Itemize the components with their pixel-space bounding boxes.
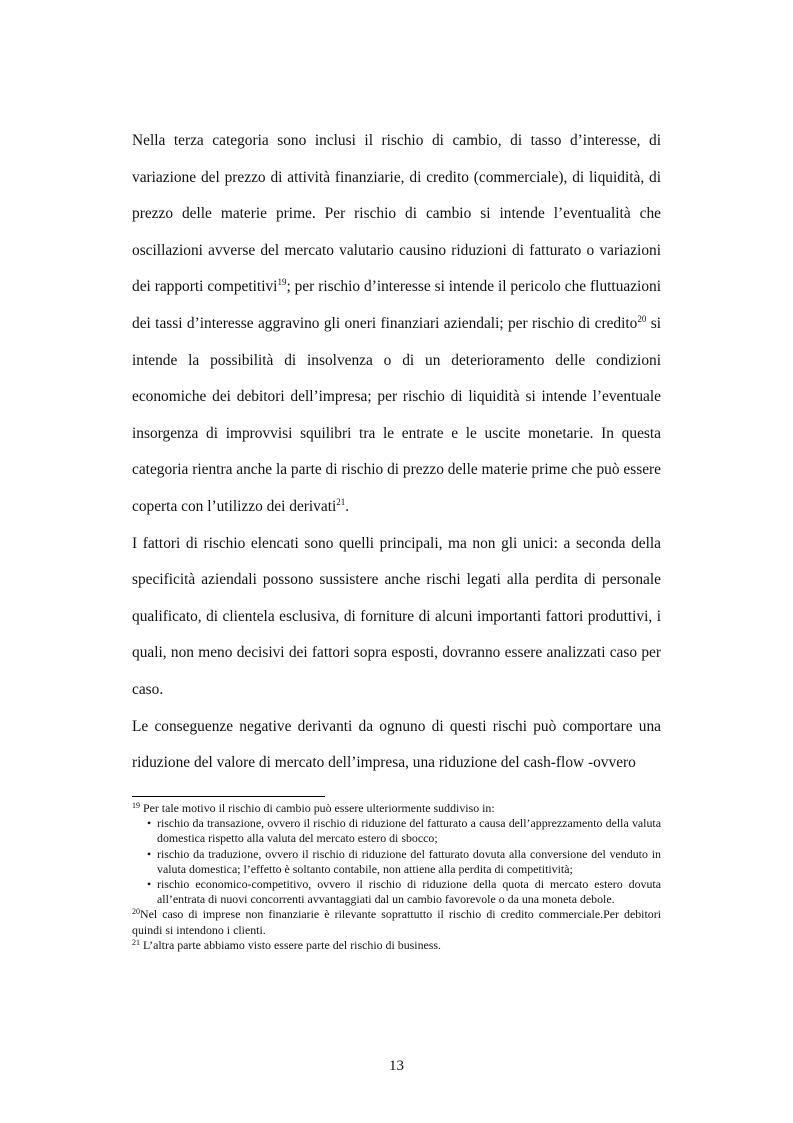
text-segment: Le conseguenze negative derivanti da ognuno di questi rischi può comportare una riduzione del valore di mercato dell’impresa, una riduzione del cash-flow -ovvero: [132, 717, 661, 772]
body-text: [132, 123, 661, 782]
footnote-21: [132, 938, 661, 953]
text-segment: I fattori di rischio elencati sono quelli principali, ma non gli unici: a seconda della specificità aziendali possono sussistere anche rischi legati alla perdita di personale qualificato, di clientela esclusiva, di forniture di alcuni importanti fattori produttivi, i quali, non meno decisivi dei fattori sopra esposti, dovranno essere analizzati caso per caso.: [132, 534, 661, 698]
footnote-20: [132, 907, 661, 937]
footnote-separator: [132, 796, 325, 797]
footnote-ref-20[interactable]: 20: [637, 313, 647, 324]
page-number: 13: [389, 1058, 404, 1074]
footnote-ref-21[interactable]: 21: [336, 496, 346, 507]
list-item: [132, 877, 661, 907]
footnote-text: Per tale motivo il rischio di cambio può essere ulteriormente suddiviso in:: [140, 801, 495, 815]
text-segment: si intende la possibilità di insolvenza o di un deterioramento delle condizioni economiche dei debitori dell’impresa; per rischio di liquidità si intende l’eventuale insorgenza di improvvisi squilibri tra le entrate e le uscite monetarie. In questa categoria rientra anche la parte di rischio di prezzo delle materie prime che può essere coperta con l’utilizzo dei derivati: [132, 314, 662, 515]
paragraph: [132, 526, 661, 709]
list-item: [132, 847, 661, 877]
list-item-text: rischio da transazione, ovvero il rischio di riduzione del fatturato a causa dell’apprezzamento della valuta domestica rispetto alla valuta del mercato estero di sbocco;: [157, 816, 661, 846]
bullet-icon: •: [147, 816, 152, 831]
bullet-icon: •: [147, 877, 152, 892]
text-segment: .: [345, 497, 350, 515]
list-item-text: rischio economico-competitivo, ovvero il rischio di riduzione della quota di mercato estero dovuta all’entrata di nuovi concorrenti avvantaggiati dal un cambio favorevole o da una moneta debole.: [157, 877, 661, 907]
footnote-number: 21: [132, 937, 140, 947]
footnote-text: Nel caso di imprese non finanziarie è rilevante soprattutto il rischio di credito commerciale.Per debitori quindi si intendono i clienti.: [132, 907, 661, 937]
paragraph: [132, 709, 661, 782]
list-item-text: rischio da traduzione, ovvero il rischio di riduzione del fatturato dovuta alla conversione del venduto in valuta domestica; l’effetto è soltanto contabile, non attiene alla perdita di competitività;: [157, 846, 661, 876]
footnote-ref-19[interactable]: 19: [277, 277, 287, 288]
footnote-19-list: [132, 816, 661, 907]
bullet-icon: •: [147, 846, 152, 861]
footnote-19: [132, 801, 661, 816]
footnote-number: 19: [132, 801, 140, 810]
footnote-text: L’altra parte abbiamo visto essere parte del rischio di business.: [140, 937, 442, 952]
list-item: [132, 816, 661, 846]
text-segment: Nella terza categoria sono inclusi il rischio di cambio, di tasso d’interesse, di variazione del prezzo di attività finanziarie, di credito (commerciale), di liquidità, di prezzo delle materie prime. Per rischio di cambio si intende l’eventualità che oscillazioni avverse del mercato valutario causino riduzioni di fatturato o variazioni dei rapporti competitivi: [132, 132, 661, 296]
text-segment: ; per rischio d’interesse si intende il pericolo che fluttuazioni dei tassi d’interesse aggravino gli oneri finanziari aziendali; per rischio di credito: [132, 278, 661, 332]
paragraph: [132, 123, 661, 526]
footnote-number: 20: [132, 907, 140, 917]
footnotes: [132, 801, 661, 953]
